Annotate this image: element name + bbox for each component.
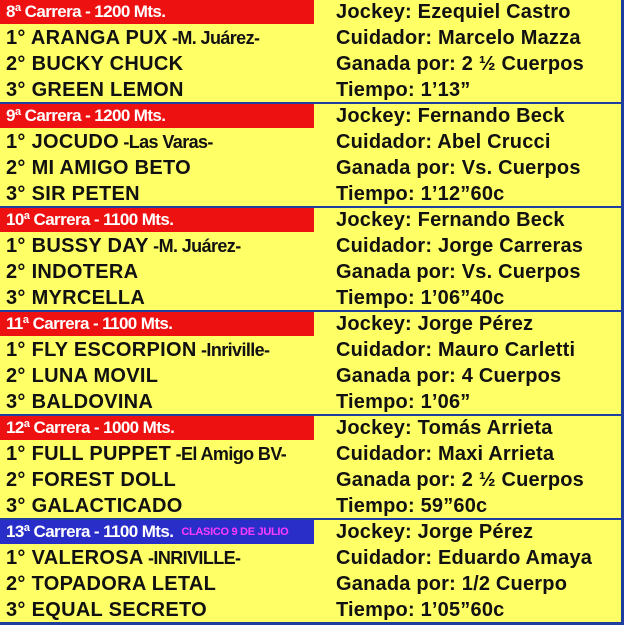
trainer-text: Cuidador: Eduardo Amaya — [336, 547, 593, 569]
first-place — [6, 130, 213, 154]
race-title: 11ª Carrera - 1100 Mts. — [6, 314, 173, 333]
margin-text: Ganada por: 1/2 Cuerpo — [336, 573, 568, 595]
horse-name: BUSSY DAY — [31, 235, 149, 257]
margin-text: Ganada por: 2 ½ Cuerpos — [336, 53, 584, 75]
trainer-text: Cuidador: Jorge Carreras — [336, 235, 584, 257]
place-prefix: 1° — [6, 339, 32, 361]
horse-name: ARANGA PUX — [30, 27, 168, 49]
race-header — [0, 104, 314, 128]
horse-origin: -M. Juárez- — [167, 28, 260, 48]
time-text: Tiempo: 1’05”60c — [336, 599, 505, 621]
third-place — [6, 494, 183, 518]
race-placings — [0, 104, 316, 206]
third-place — [6, 78, 184, 102]
jockey-text: Jockey: Tomás Arrieta — [336, 417, 553, 439]
jockey-text: Jockey: Jorge Pérez — [336, 313, 534, 335]
place-prefix: 3° — [6, 183, 32, 205]
place-prefix: 3° — [6, 599, 32, 621]
horse-name: GALACTICADO — [31, 495, 183, 517]
horse-name: BUCKY CHUCK — [31, 53, 184, 75]
race-placings — [0, 0, 316, 102]
horse-name: MI AMIGO BETO — [31, 157, 192, 179]
race-details — [336, 104, 621, 206]
jockey-text: Jockey: Ezequiel Castro — [336, 1, 571, 23]
race-placings — [0, 312, 316, 414]
jockey-text: Jockey: Fernando Beck — [336, 209, 565, 231]
race-details — [336, 0, 621, 102]
race-title: 9ª Carrera - 1200 Mts. — [6, 106, 166, 125]
trainer-text: Cuidador: Marcelo Mazza — [336, 27, 581, 49]
race-header — [0, 520, 314, 544]
horse-origin: -Las Varas- — [118, 132, 213, 152]
horse-origin: -INRIVILLE- — [143, 548, 241, 568]
place-prefix: 3° — [6, 79, 32, 101]
race-placings — [0, 520, 316, 624]
race-details — [336, 208, 621, 310]
trainer-text: Cuidador: Mauro Carletti — [336, 339, 576, 361]
trainer-text: Cuidador: Maxi Arrieta — [336, 443, 555, 465]
horse-name: SIR PETEN — [31, 183, 140, 205]
race-title: 13ª Carrera - 1100 Mts. — [6, 522, 174, 541]
second-place — [6, 572, 216, 596]
race-header — [0, 416, 314, 440]
horse-origin: -M. Juárez- — [148, 236, 241, 256]
place-prefix: 2° — [6, 469, 32, 491]
place-prefix: 1° — [6, 443, 32, 465]
time-text: Tiempo: 1’06” — [336, 391, 471, 413]
trainer-text: Cuidador: Abel Crucci — [336, 131, 551, 153]
horse-origin: -Inriville- — [196, 340, 270, 360]
time-text: Tiempo: 59”60c — [336, 495, 488, 517]
horse-name: FULL PUPPET — [31, 443, 172, 465]
place-prefix: 2° — [6, 573, 32, 595]
place-prefix: 2° — [6, 53, 32, 75]
jockey-text: Jockey: Jorge Pérez — [336, 521, 534, 543]
margin-text: Ganada por: 2 ½ Cuerpos — [336, 469, 584, 491]
place-prefix: 2° — [6, 157, 32, 179]
jockey-text: Jockey: Fernando Beck — [336, 105, 565, 127]
place-prefix: 2° — [6, 365, 32, 387]
third-place — [6, 182, 140, 206]
race-placings — [0, 208, 316, 310]
horse-origin: -El Amigo BV- — [171, 444, 287, 464]
race-header — [0, 0, 314, 24]
first-place — [6, 546, 240, 570]
first-place — [6, 234, 241, 258]
race-title: 10ª Carrera - 1100 Mts. — [6, 210, 174, 229]
second-place — [6, 468, 176, 492]
horse-name: INDOTERA — [31, 261, 139, 283]
race-title: 12ª Carrera - 1000 Mts. — [6, 418, 175, 437]
horse-name: VALEROSA — [31, 547, 144, 569]
race-block — [0, 208, 621, 312]
horse-name: FLY ESCORPION — [31, 339, 197, 361]
race-block — [0, 312, 621, 416]
place-prefix: 1° — [6, 547, 32, 569]
place-prefix: 1° — [6, 27, 31, 49]
horse-name: GREEN LEMON — [31, 79, 184, 101]
margin-text: Ganada por: Vs. Cuerpos — [336, 157, 581, 179]
second-place — [6, 260, 138, 284]
race-header — [0, 312, 314, 336]
race-details — [336, 416, 621, 518]
place-prefix: 1° — [6, 235, 32, 257]
race-title: 8ª Carrera - 1200 Mts. — [6, 2, 166, 21]
time-text: Tiempo: 1’13” — [336, 79, 471, 101]
race-details — [336, 520, 621, 624]
first-place — [6, 442, 286, 466]
race-block — [0, 520, 621, 624]
horse-name: FOREST DOLL — [31, 469, 176, 491]
horse-name: JOCUDO — [31, 131, 119, 153]
race-block — [0, 416, 621, 520]
race-block — [0, 104, 621, 208]
third-place — [6, 286, 145, 310]
place-prefix: 3° — [6, 287, 32, 309]
race-details — [336, 312, 621, 414]
second-place — [6, 156, 191, 180]
classic-label: CLASICO 9 DE JULIO — [181, 526, 289, 538]
race-block — [0, 0, 621, 104]
first-place — [6, 338, 269, 362]
horse-name: MYRCELLA — [31, 287, 146, 309]
horse-name: LUNA MOVIL — [31, 365, 159, 387]
horse-name: EQUAL SECRETO — [31, 599, 207, 621]
second-place — [6, 52, 183, 76]
margin-text: Ganada por: Vs. Cuerpos — [336, 261, 581, 283]
place-prefix: 2° — [6, 261, 32, 283]
horse-name: TOPADORA LETAL — [31, 573, 217, 595]
place-prefix: 3° — [6, 495, 32, 517]
third-place — [6, 390, 153, 414]
first-place — [6, 26, 259, 50]
place-prefix: 3° — [6, 391, 32, 413]
horse-name: BALDOVINA — [31, 391, 154, 413]
race-header — [0, 208, 314, 232]
time-text: Tiempo: 1’06”40c — [336, 287, 505, 309]
race-placings — [0, 416, 316, 518]
margin-text: Ganada por: 4 Cuerpos — [336, 365, 562, 387]
time-text: Tiempo: 1’12”60c — [336, 183, 505, 205]
second-place — [6, 364, 158, 388]
third-place — [6, 598, 207, 622]
place-prefix: 1° — [6, 131, 32, 153]
